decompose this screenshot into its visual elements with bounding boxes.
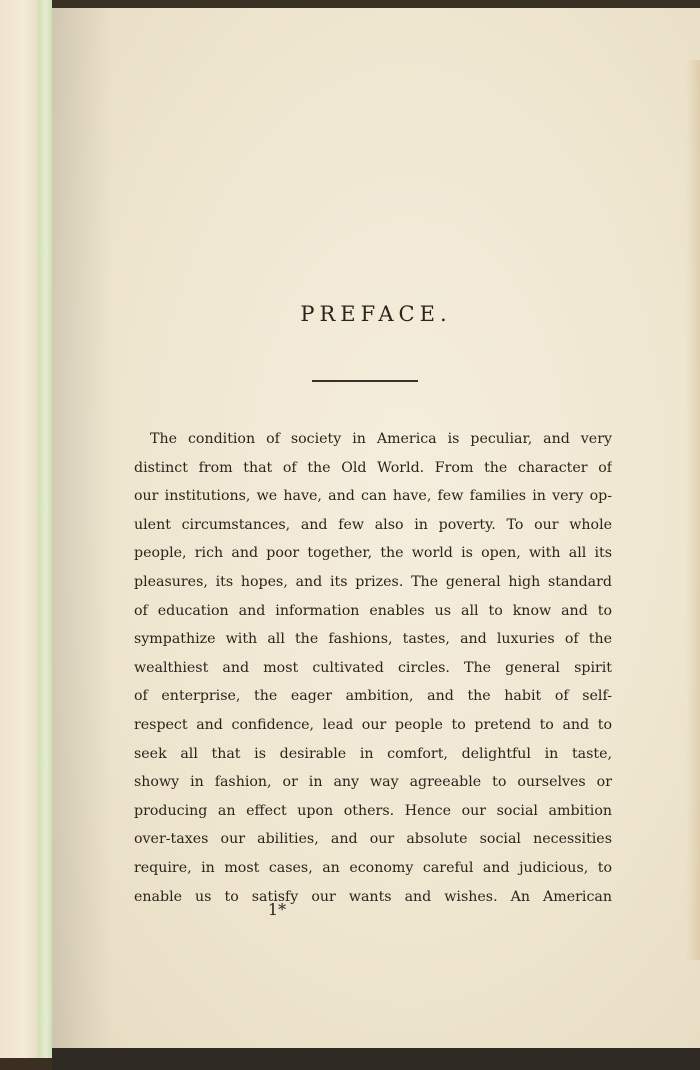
bottom-edge bbox=[52, 1048, 700, 1070]
text-line: of education and information enables us all to know and to bbox=[134, 602, 612, 619]
body-paragraph bbox=[134, 425, 612, 911]
top-edge bbox=[52, 0, 700, 8]
text-line: pleasures, its hopes, and its prizes. The general high standard bbox=[134, 573, 612, 590]
text-line: The condition of society in America is peculiar, and very bbox=[150, 431, 612, 447]
text-line: require, in most cases, an economy careful and judicious, to bbox=[134, 859, 612, 876]
text-line: people, rich and poor together, the world is open, with all its bbox=[134, 545, 612, 562]
title-rule bbox=[312, 380, 418, 382]
text-line: ulent circumstances, and few also in poverty. To our whole bbox=[134, 516, 612, 533]
text-line: respect and confidence, lead our people to pretend to and to bbox=[134, 716, 612, 733]
page-edge-stain bbox=[686, 60, 700, 960]
signature-mark: 1* bbox=[267, 900, 287, 919]
text-line: over-taxes our abilities, and our absolute social necessities bbox=[134, 831, 612, 848]
left-page-edge bbox=[0, 0, 40, 1058]
text-line: showy in fashion, or in any way agreeable to ourselves or bbox=[134, 774, 612, 791]
text-line: sympathize with all the fashions, tastes, and luxuries of the bbox=[134, 631, 612, 648]
text-line: distinct from that of the Old World. From the character of bbox=[134, 459, 612, 476]
text-line: our institutions, we have, and can have, few families in very op- bbox=[134, 488, 612, 505]
text-line: wealthiest and most cultivated circles. The general spirit bbox=[134, 659, 612, 676]
page-title: PREFACE. bbox=[300, 302, 452, 326]
text-line: seek all that is desirable in comfort, delightful in taste, bbox=[134, 745, 612, 762]
text-line: producing an effect upon others. Hence our social ambition bbox=[134, 802, 612, 819]
text-line: enable us to satisfy our wants and wishes. An American bbox=[134, 888, 612, 905]
text-line: of enterprise, the eager ambition, and the habit of self- bbox=[134, 688, 612, 705]
